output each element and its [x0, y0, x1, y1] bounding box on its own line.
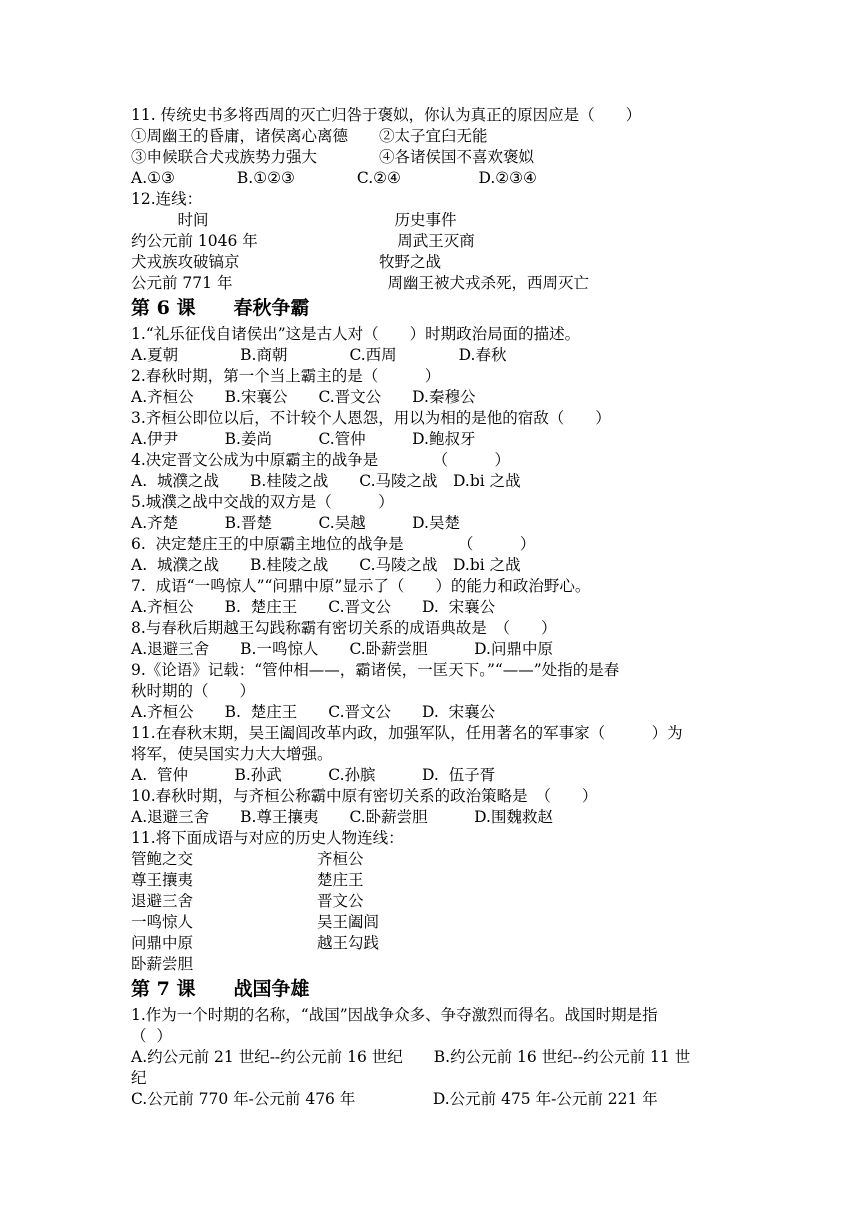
- l6-q9-stem: 9.《论语》记载：“管仲相——，霸诸侯，一匡天下。”“——”处指的是春: [131, 661, 620, 679]
- q11-stem: 11. 传统史书多将西周的灭亡归咎于褒姒，你认为真正的原因应是（ ）: [131, 106, 642, 124]
- q12-header: 时间 历史事件: [131, 211, 457, 229]
- l7-q1-stem-cont: （ ）: [131, 1027, 172, 1045]
- l6-q11-stem-cont: 将军，使吴国实力大大增强。: [131, 745, 333, 763]
- l7-q1-choices-ab-cont: 纪: [131, 1069, 147, 1087]
- l6-q8-stem: 8.与春秋后期越王勾践称霸有密切关系的成语典故是 （ ）: [131, 619, 557, 637]
- l7-q1-choices-ab: A.约公元前 21 世纪--约公元前 16 世纪 B.约公元前 16 世纪--约公元前 11 世: [131, 1048, 691, 1066]
- q11-options-2: ③申候联合犬戎族势力强大 ④各诸侯国不喜欢褒姒: [131, 148, 535, 166]
- l6-match-row-2: 尊王攘夷 楚庄王: [131, 871, 364, 889]
- q12-stem: 12.连线：: [131, 190, 203, 208]
- lesson-6-heading: 第 6 课 春秋争霸: [131, 297, 310, 319]
- l7-q1-choices-cd: C.公元前 770 年-公元前 476 年 D.公元前 475 年-公元前 221 年: [131, 1090, 658, 1108]
- l6-q2-stem: 2.春秋时期，第一个当上霸主的是（ ）: [131, 367, 441, 385]
- l6-q6-stem: 6. 决定楚庄王的中原霸主地位的战争是 （ ）: [131, 535, 536, 553]
- q11-options-1: ①周幽王的昏庸，诸侯离心离德 ②太子宜臼无能: [131, 127, 488, 145]
- l6-q5-stem: 5.城濮之战中交战的双方是（ ）: [131, 493, 394, 511]
- l6-q3-choices: A.伊尹 B.姜尚 C.管仲 D.鲍叔牙: [131, 430, 476, 448]
- l6-q8-choices: A.退避三舍 B.一鸣惊人 C.卧薪尝胆 D.问鼎中原: [131, 640, 553, 658]
- l6-q4-choices: A. 城濮之战 B.桂陵之战 C.马陵之战 D.bi 之战: [131, 472, 521, 490]
- l6-match-row-1: 管鲍之交 齐桓公: [131, 850, 364, 868]
- l6-q4-stem: 4.决定晋文公成为中原霸主的战争是 （ ）: [131, 451, 511, 469]
- l6-q3-stem: 3.齐桓公即位以后，不计较个人恩怨，用以为相的是他的宿敌（ ）: [131, 409, 611, 427]
- l6-q7-choices: A.齐桓公 B. 楚庄王 C.晋文公 D. 宋襄公: [131, 598, 496, 616]
- l6-q5-choices: A.齐楚 B.晋楚 C.吴越 D.吴楚: [131, 514, 460, 532]
- l6-q10-choices: A.退避三舍 B.尊王攘夷 C.卧薪尝胆 D.围魏救赵: [131, 808, 553, 826]
- l6-q11-stem: 11.在春秋末期，吴王阖闾改革内政，加强军队，任用著名的军事家（ ）为: [131, 724, 683, 742]
- l6-q2-choices: A.齐桓公 B.宋襄公 C.晋文公 D.秦穆公: [131, 388, 476, 406]
- q12-row-2: 犬戎族攻破镐京 牧野之战: [131, 253, 442, 271]
- l6-q9-choices: A.齐桓公 B. 楚庄王 C.晋文公 D. 宋襄公: [131, 703, 496, 721]
- l6-match-row-6: 卧薪尝胆: [131, 955, 194, 973]
- lesson-7-heading: 第 7 课 战国争雄: [131, 978, 310, 1000]
- l6-q11-choices: A. 管仲 B.孙武 C.孙膑 D. 伍子胥: [131, 766, 496, 784]
- l6-q10-stem: 10.春秋时期，与齐桓公称霸中原有密切关系的政治策略是 （ ）: [131, 787, 598, 805]
- l6-match-row-3: 退避三舍 晋文公: [131, 892, 364, 910]
- l6-match-stem: 11.将下面成语与对应的历史人物连线：: [131, 829, 404, 847]
- l6-q6-choices: A. 城濮之战 B.桂陵之战 C.马陵之战 D.bi 之战: [131, 556, 521, 574]
- q12-row-3: 公元前 771 年 周幽王被犬戎杀死，西周灭亡: [131, 274, 589, 292]
- l6-q1-choices: A.夏朝 B.商朝 C.西周 D.春秋: [131, 346, 507, 364]
- l6-q9-stem-cont: 秋时期的（ ）: [131, 682, 256, 700]
- l6-q1-stem: 1.“礼乐征伐自诸侯出”这是古人对（ ）时期政治局面的描述。: [131, 325, 581, 343]
- l6-q7-stem: 7. 成语“一鸣惊人”“问鼎中原”显示了（ ）的能力和政治野心。: [131, 577, 591, 595]
- l7-q1-stem: 1.作为一个时期的名称，“战国”因战争众多、争夺激烈而得名。战国时期是指: [131, 1006, 658, 1024]
- l6-match-row-4: 一鸣惊人 吴王阖闾: [131, 913, 380, 931]
- l6-match-row-5: 问鼎中原 越王勾践: [131, 934, 380, 952]
- q12-row-1: 约公元前 1046 年 周武王灭商: [131, 232, 475, 250]
- q11-choices: A.①③ B.①②③ C.②④ D.②③④: [131, 169, 537, 187]
